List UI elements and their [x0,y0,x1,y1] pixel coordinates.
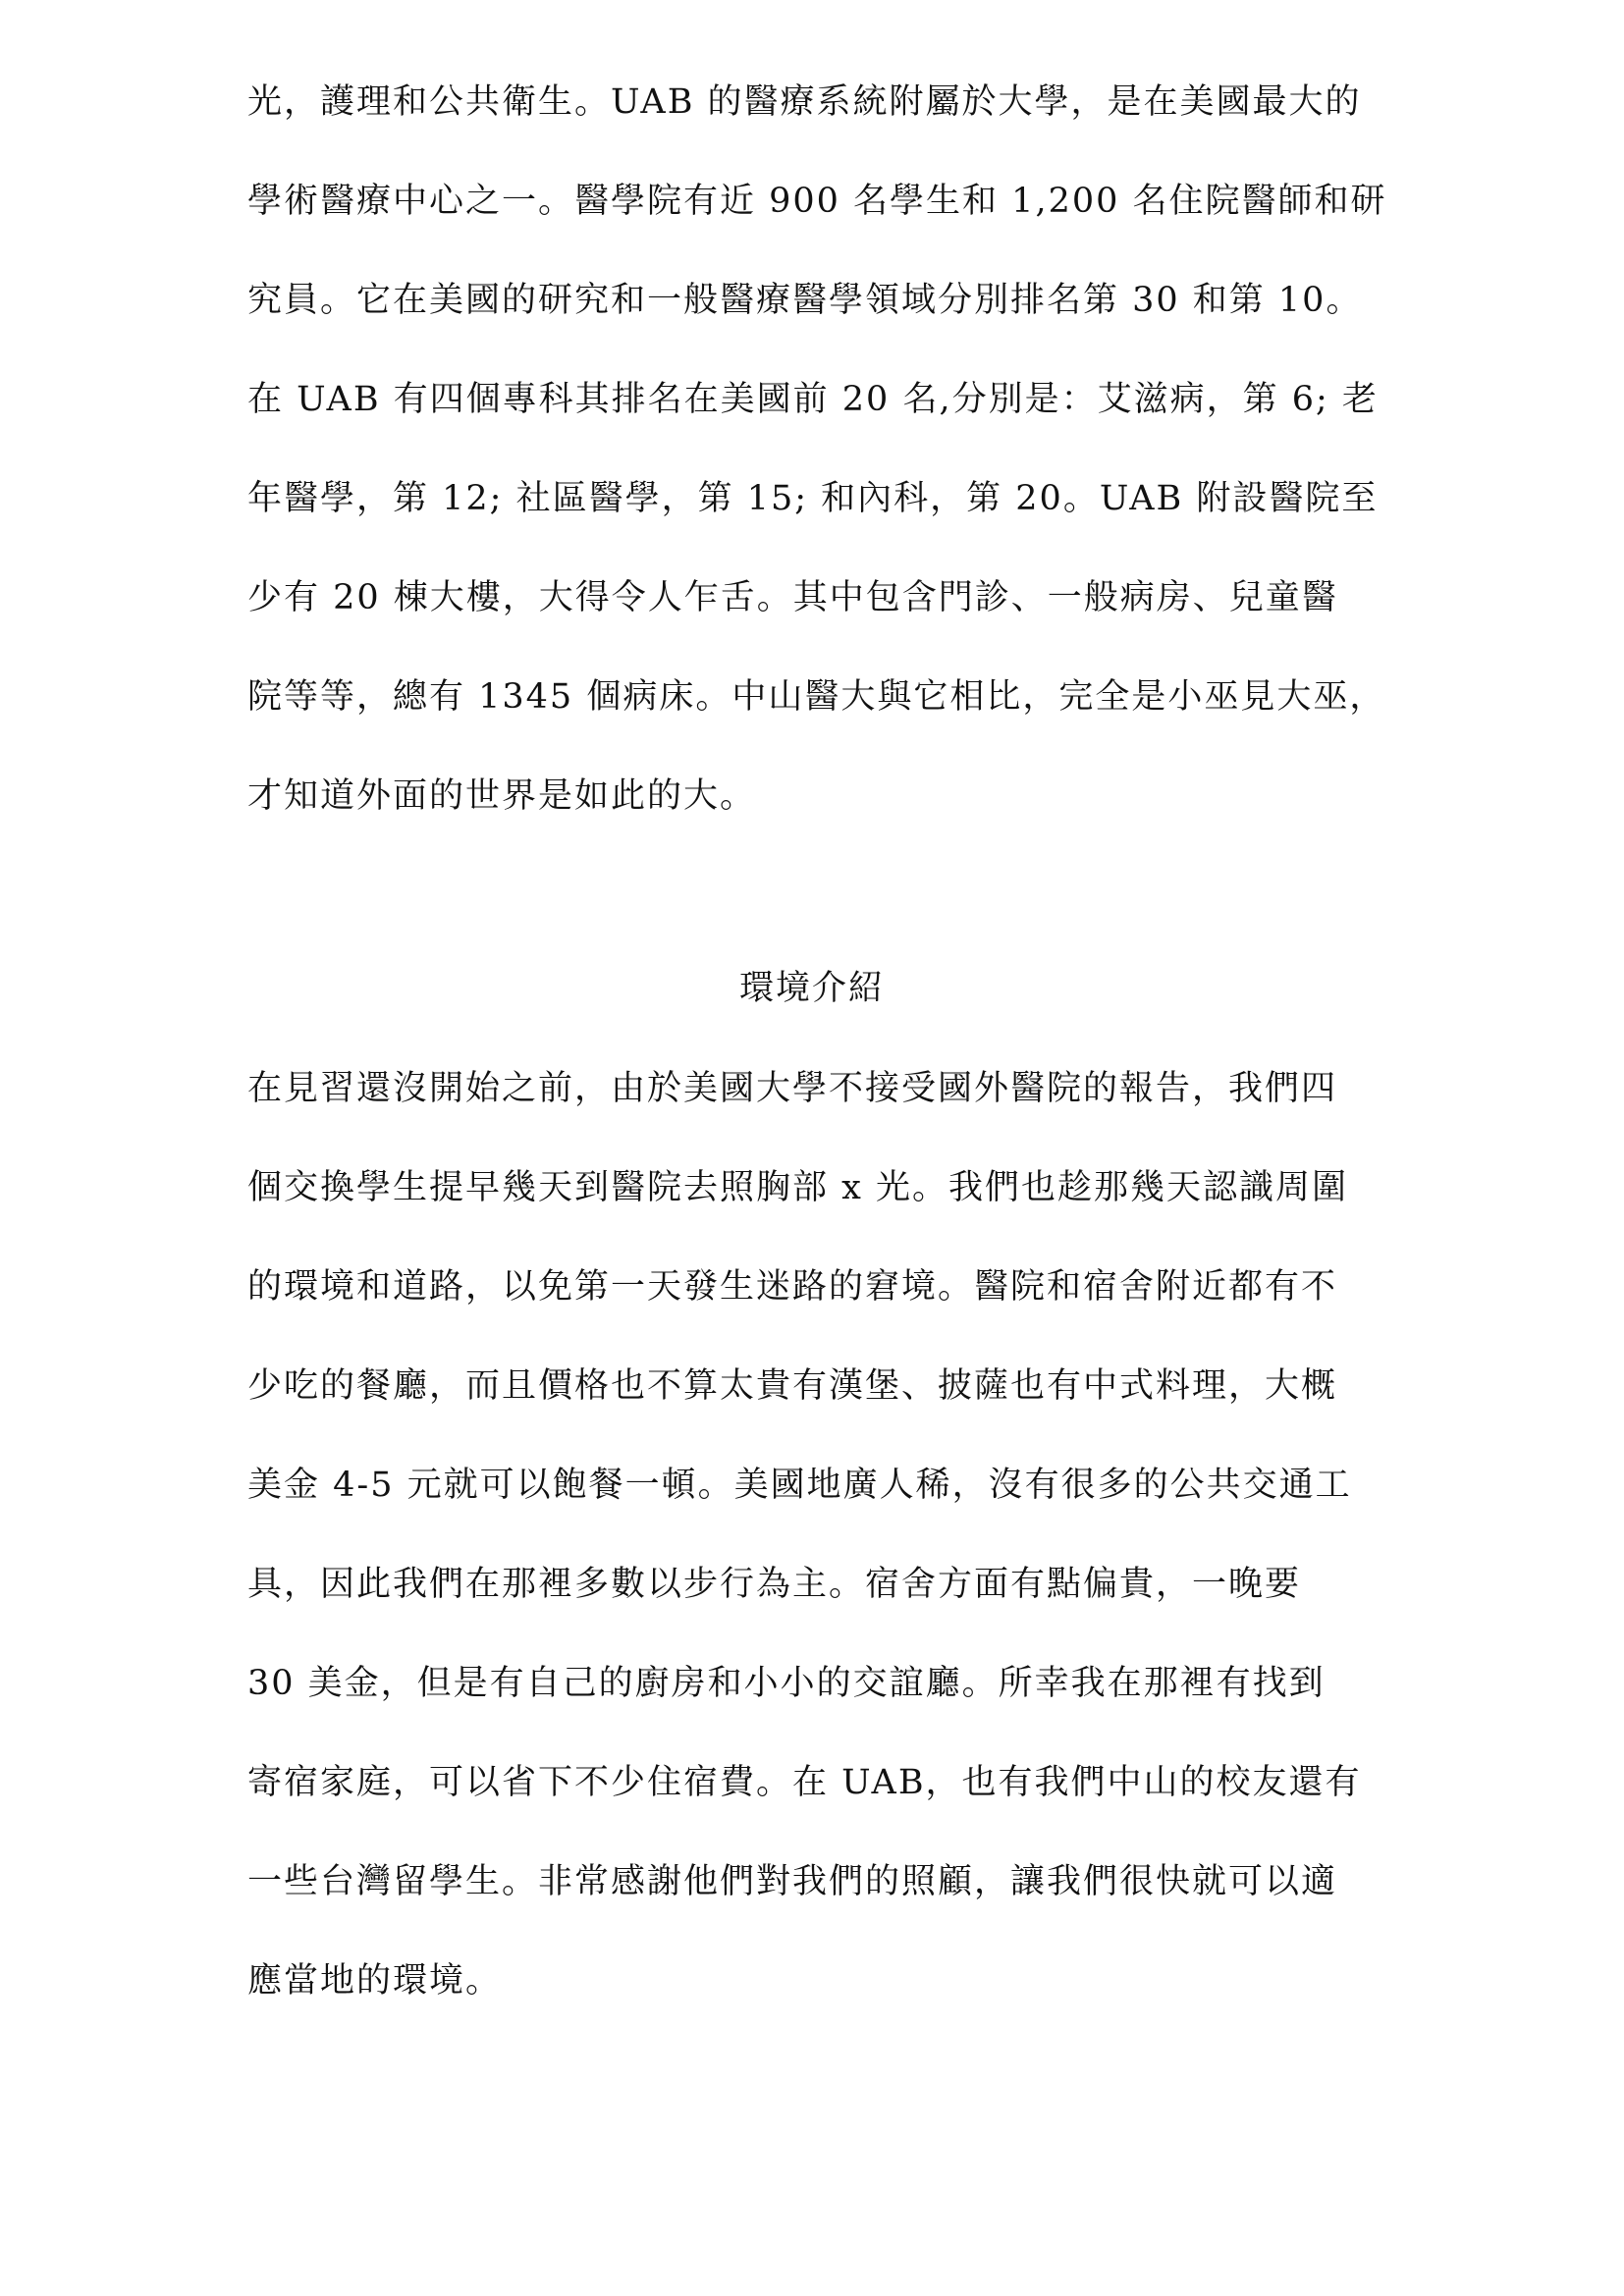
section-line: 30 美金，但是有自己的廚房和小小的交誼廳。所幸我在那裡有找到 [247,1664,1326,1703]
intro-line: 光，護理和公共衛生。UAB 的醫療系統附屬於大學，是在美國最大的 [247,82,1362,122]
intro-line: 院等等，總有 1345 個病床。中山醫大與它相比，完全是小巫見大巫， [247,677,1386,717]
intro-line: 究員。它在美國的研究和一般醫療醫學領域分別排名第 30 和第 10。 [247,281,1363,320]
intro-line: 年醫學，第 12; 社區醫學，第 15; 和內科，第 20。UAB 附設醫院至 [247,479,1379,518]
section-line: 美金 4-5 元就可以飽餐一頓。美國地廣人稀，沒有很多的公共交通工 [247,1466,1352,1505]
section-heading: 環境介紹 [738,969,885,1008]
intro-line: 在 UAB 有四個專科其排名在美國前 20 名,分別是：艾滋病，第 6; 老 [247,380,1379,419]
section-line: 具，因此我們在那裡多數以步行為主。宿舍方面有點偏貴，一晚要 [247,1565,1302,1604]
intro-line: 學術醫療中心之一。醫學院有近 900 名學生和 1,200 名住院醫師和研 [247,182,1387,221]
section-line: 寄宿家庭，可以省下不少住宿費。在 UAB，也有我們中山的校友還有 [247,1763,1362,1802]
section-line: 少吃的餐廳，而且價格也不算太貴有漢堡、披薩也有中式料理，大概 [247,1366,1338,1406]
intro-line: 少有 20 棟大樓，大得令人乍舌。其中包含門診、一般病房、兒童醫 [247,578,1338,617]
section-line: 應當地的環境。 [247,1961,503,2001]
intro-line: 才知道外面的世界是如此的大。 [247,776,757,816]
section-line: 一些台灣留學生。非常感謝他們對我們的照顧，讓我們很快就可以適 [247,1862,1338,1901]
section-line: 個交換學生提早幾天到醫院去照胸部 x 光。我們也趁那幾天認識周圍 [247,1168,1348,1207]
section-line: 在見習還沒開始之前，由於美國大學不接受國外醫院的報告，我們四 [247,1069,1338,1108]
section-line: 的環境和道路，以免第一天發生迷路的窘境。醫院和宿舍附近都有不 [247,1267,1338,1307]
